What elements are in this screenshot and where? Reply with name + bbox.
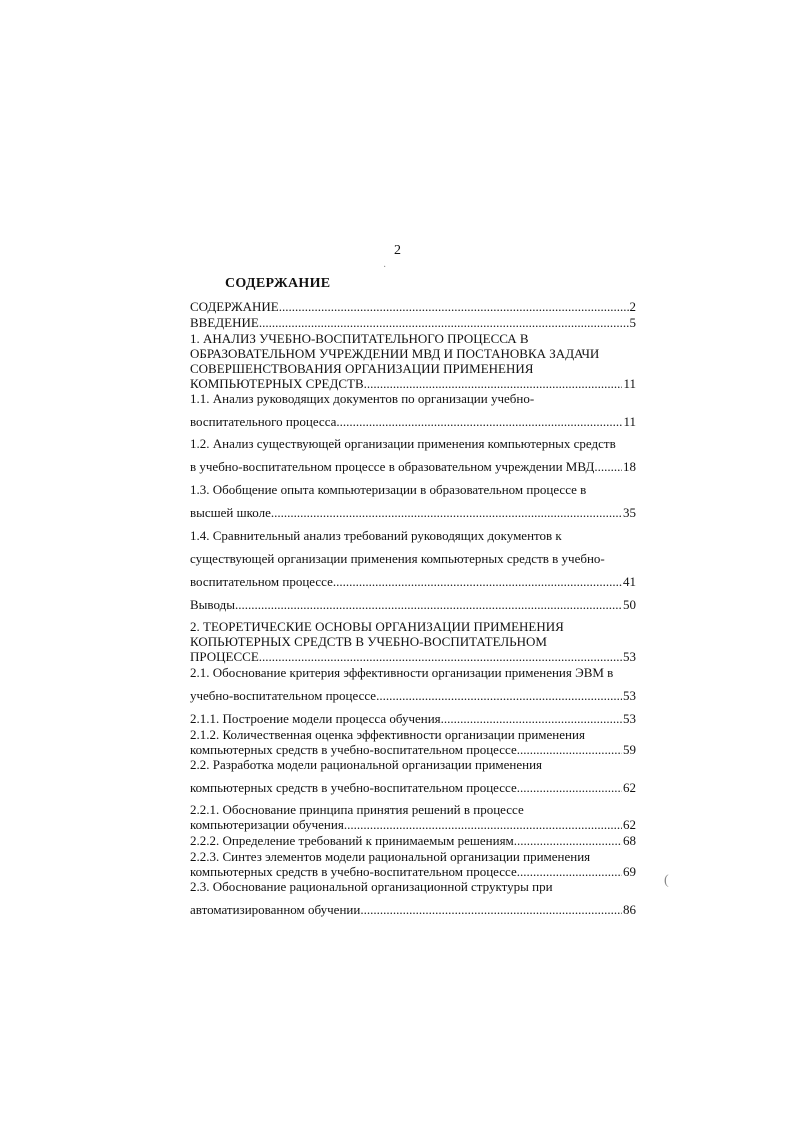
toc-page-number: 11: [623, 415, 636, 429]
toc-page-number: 86: [623, 903, 636, 917]
dot-leader: [517, 781, 622, 795]
dot-leader: [336, 415, 622, 429]
toc-entry-text: ВВЕДЕНИЕ: [190, 316, 259, 330]
page-number: 2: [394, 243, 401, 258]
toc-page-number: 53: [623, 712, 636, 726]
toc-entry-text: 2.1. Обоснование критерия эффективности организации применения ЭВМ в: [190, 666, 614, 680]
toc-title: СОДЕРЖАНИЕ: [225, 276, 331, 291]
toc-entry-text: существующей организации применения компьютерных средств в учебно-: [190, 552, 605, 566]
toc-entry-text: ПРОЦЕССЕ: [190, 650, 259, 664]
toc-page-number: 2: [629, 300, 636, 314]
toc-entry-text: 1.4. Сравнительный анализ требований руководящих документов к: [190, 529, 562, 543]
toc-entry-text: 1.2. Анализ существующей организации применения компьютерных средств: [190, 437, 616, 451]
toc-entry-text: 1.1. Анализ руководящих документов по организации учебно-: [190, 392, 535, 406]
toc-entry-text: воспитательном процессе.: [190, 575, 337, 589]
toc-entry-text: КОМПЬЮТЕРНЫХ СРЕДСТВ: [190, 377, 364, 391]
dot-leader: [344, 818, 622, 832]
toc-entry-text: КОПЬЮТЕРНЫХ СРЕДСТВ В УЧЕБНО-ВОСПИТАТЕЛЬНОМ: [190, 635, 547, 649]
toc-page-number: 68: [623, 834, 636, 848]
toc-entry-text: в учебно-воспитательном процессе в образовательном учреждении МВД: [190, 460, 595, 474]
toc-page-number: 53: [623, 650, 636, 664]
dot-leader: [594, 460, 622, 474]
toc-entry-text: 1.3. Обобщение опыта компьютеризации в образовательном процессе в: [190, 483, 587, 497]
toc-entry-text: компьютеризации обучения: [190, 818, 344, 832]
toc-entry-text: 2.1.2. Количественная оценка эффективности организации применения: [190, 728, 585, 742]
dot-leader: [279, 300, 629, 314]
toc-page-number: 5: [629, 316, 636, 330]
dot-leader: [376, 689, 622, 703]
toc-entry-text: СОДЕРЖАНИЕ: [190, 300, 279, 314]
dot-leader: [271, 506, 622, 520]
dot-leader: [517, 865, 622, 879]
dot-leader: [336, 575, 622, 589]
dot-leader: [364, 377, 623, 391]
dot-leader: [514, 834, 622, 848]
toc-entry-text: автоматизированном обучении: [190, 903, 361, 917]
toc-page-number: 59: [623, 743, 636, 757]
scan-speck: ·: [383, 262, 387, 273]
toc-entry-text: 2.1.1. Построение модели процесса обучения: [190, 712, 441, 726]
toc-entry-text: компьютерных средств в учебно-воспитательном процессе: [190, 743, 517, 757]
toc-entry-text: компьютерных средств в учебно-воспитательном процессе: [190, 865, 517, 879]
dot-leader: [517, 743, 622, 757]
dot-leader: [235, 598, 622, 612]
toc-entry-text: 1. АНАЛИЗ УЧЕБНО-ВОСПИТАТЕЛЬНОГО ПРОЦЕССА В: [190, 332, 529, 346]
toc-entry-text: воспитательного процесса: [190, 415, 337, 429]
toc-page-number: 35: [623, 506, 636, 520]
toc-entry-text: 2.2.1. Обоснование принципа принятия решений в процессе: [190, 803, 524, 817]
dot-leader: [259, 316, 629, 330]
scan-mark: (: [664, 873, 669, 888]
toc-page-number: 69: [623, 865, 636, 879]
toc-entry-text: ОБРАЗОВАТЕЛЬНОМ УЧРЕЖДЕНИИ МВД И ПОСТАНОВКА ЗАДАЧИ: [190, 347, 600, 361]
toc-page-number: 50: [623, 598, 636, 612]
toc-entry-text: учебно-воспитательном процессе: [190, 689, 377, 703]
toc-entry-text: 2.3. Обоснование рациональной организационной структуры при: [190, 880, 553, 894]
toc-entry-text: СОВЕРШЕНСТВОВАНИЯ ОРГАНИЗАЦИИ ПРИМЕНЕНИЯ: [190, 362, 534, 376]
dot-leader: [441, 712, 622, 726]
toc-entry-text: высшей школе: [190, 506, 271, 520]
toc-entry-text: Выводы: [190, 598, 235, 612]
toc-page-number: 41: [623, 575, 636, 589]
toc-entry-text: компьютерных средств в учебно-воспитательном процессе: [190, 781, 517, 795]
toc-page-number: 62: [623, 818, 636, 832]
toc-page-number: 62: [623, 781, 636, 795]
toc-entry-text: 2.2. Разработка модели рациональной организации применения: [190, 758, 543, 772]
toc-entry-text: 2.2.3. Синтез элементов модели рациональной организации применения: [190, 850, 591, 864]
dot-leader: [259, 650, 622, 664]
toc-entry-text: 2.2.2. Определение требований к принимаемым решениям: [190, 834, 514, 848]
toc-page-number: 18: [623, 460, 636, 474]
dot-leader: [360, 903, 622, 917]
toc-entry-text: 2. ТЕОРЕТИЧЕСКИЕ ОСНОВЫ ОРГАНИЗАЦИИ ПРИМЕНЕНИЯ: [190, 620, 564, 634]
toc-page-number: 11: [623, 377, 636, 391]
toc-page-number: 53: [623, 689, 636, 703]
